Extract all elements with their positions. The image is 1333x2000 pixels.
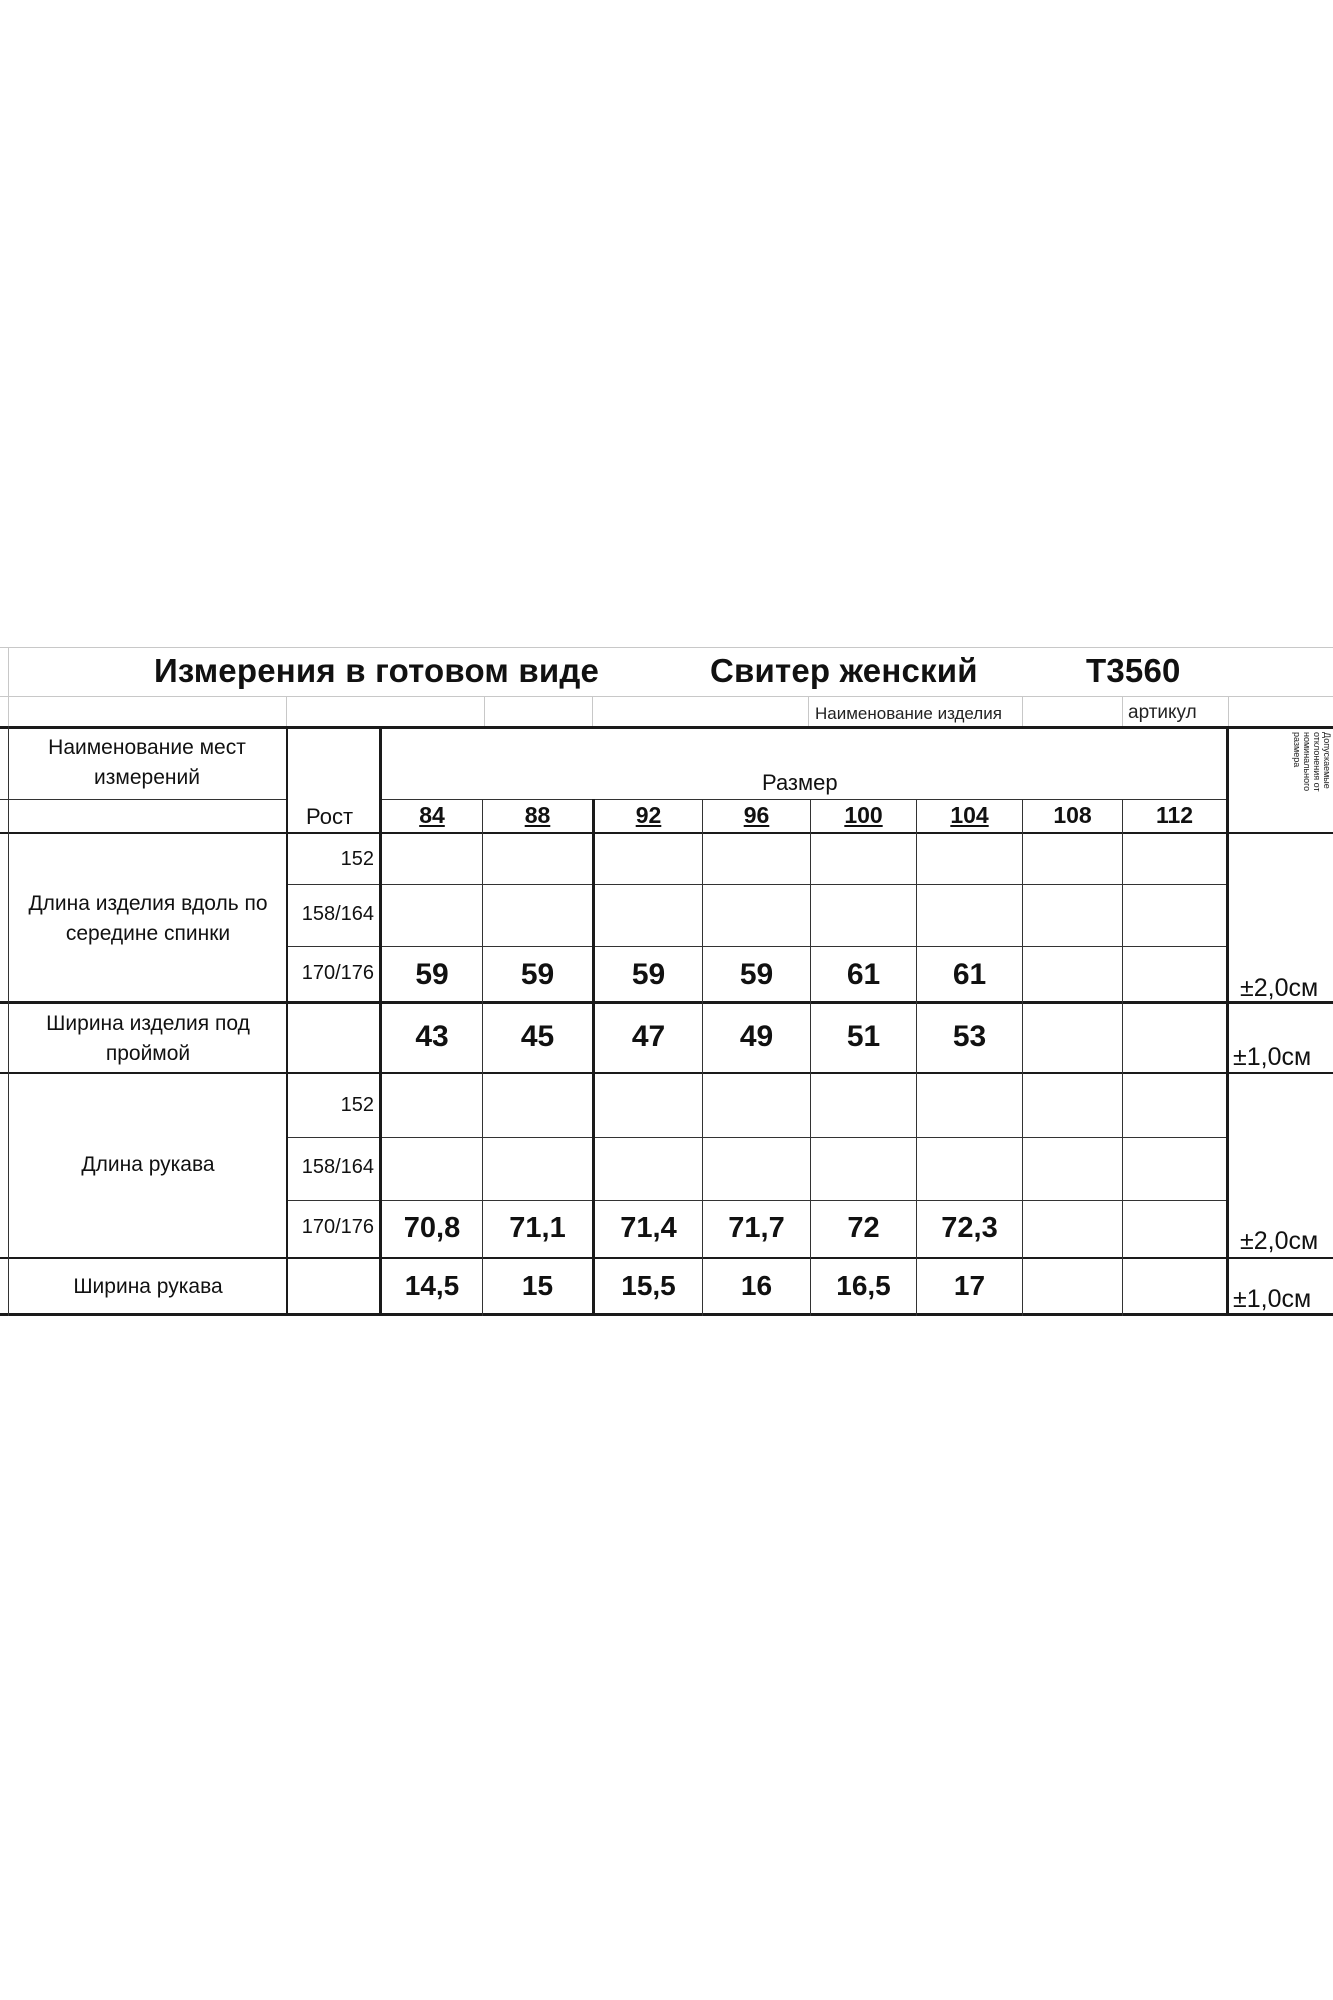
size-92: 92 (635, 802, 662, 828)
value-cell: 61 (952, 958, 987, 991)
value-cell: 72 (847, 1212, 880, 1244)
tolerance-header: Допускаемые отклонения от номинального размера (1292, 732, 1332, 792)
product-name-caption: Наименование изделия (815, 704, 1002, 723)
size-100: 100 (844, 802, 883, 828)
value-cell: 16,5 (836, 1270, 891, 1301)
height-158-164: 158/164 (301, 1156, 374, 1178)
height-152: 152 (340, 848, 374, 870)
value-cell: 71,1 (509, 1212, 566, 1244)
value-cell: 61 (846, 958, 881, 991)
tolerance-sleeve-width: ±1,0см (1233, 1285, 1312, 1313)
height-170-176: 170/176 (301, 1216, 374, 1238)
measure-back-length: Длина изделия вдоль по середине спинки (28, 892, 268, 945)
article-number: Т3560 (1086, 652, 1181, 689)
measure-chest-width: Ширина изделия под проймой (46, 1012, 250, 1065)
measure-sleeve-length: Длина рукава (81, 1153, 215, 1176)
value-cell: 71,4 (620, 1212, 677, 1244)
size-88: 88 (524, 802, 551, 828)
value-cell: 71,7 (728, 1212, 785, 1244)
measure-sleeve-width: Ширина рукава (73, 1275, 223, 1298)
value-cell: 15,5 (621, 1270, 676, 1301)
value-cell: 16 (740, 1270, 773, 1301)
measure-col-header: Наименование мест измерений (48, 736, 246, 789)
value-cell: 72,3 (941, 1212, 998, 1244)
size-104: 104 (950, 802, 989, 828)
article-caption: артикул (1128, 702, 1197, 723)
value-cell: 49 (739, 1020, 774, 1053)
value-cell: 14,5 (404, 1270, 460, 1301)
value-cell: 47 (631, 1020, 666, 1053)
doc-title: Измерения в готовом виде (154, 652, 600, 689)
product-name: Свитер женский (710, 652, 978, 689)
height-170-176: 170/176 (301, 962, 374, 984)
value-cell: 59 (520, 958, 555, 991)
value-cell: 45 (520, 1020, 555, 1053)
size-group-header: Размер (762, 770, 838, 795)
tolerance-back-length: ±2,0см (1240, 974, 1319, 1002)
value-cell: 59 (631, 958, 666, 991)
height-152: 152 (340, 1094, 374, 1116)
value-cell: 59 (415, 958, 449, 991)
value-cell: 15 (521, 1270, 554, 1301)
value-cell: 43 (415, 1020, 449, 1053)
size-84: 84 (419, 802, 445, 828)
height-158-164: 158/164 (301, 903, 374, 925)
tolerance-sleeve-length: ±2,0см (1240, 1227, 1319, 1255)
value-cell: 70,8 (403, 1212, 461, 1244)
value-cell: 17 (953, 1270, 986, 1301)
tolerance-chest-width: ±1,0см (1233, 1043, 1312, 1071)
value-cell: 59 (739, 958, 774, 991)
size-108: 108 (1053, 802, 1092, 828)
value-cell: 53 (952, 1020, 987, 1053)
size-112: 112 (1155, 802, 1194, 828)
value-cell: 51 (846, 1020, 881, 1053)
size-96: 96 (743, 802, 770, 828)
height-col-header: Рост (306, 804, 354, 829)
